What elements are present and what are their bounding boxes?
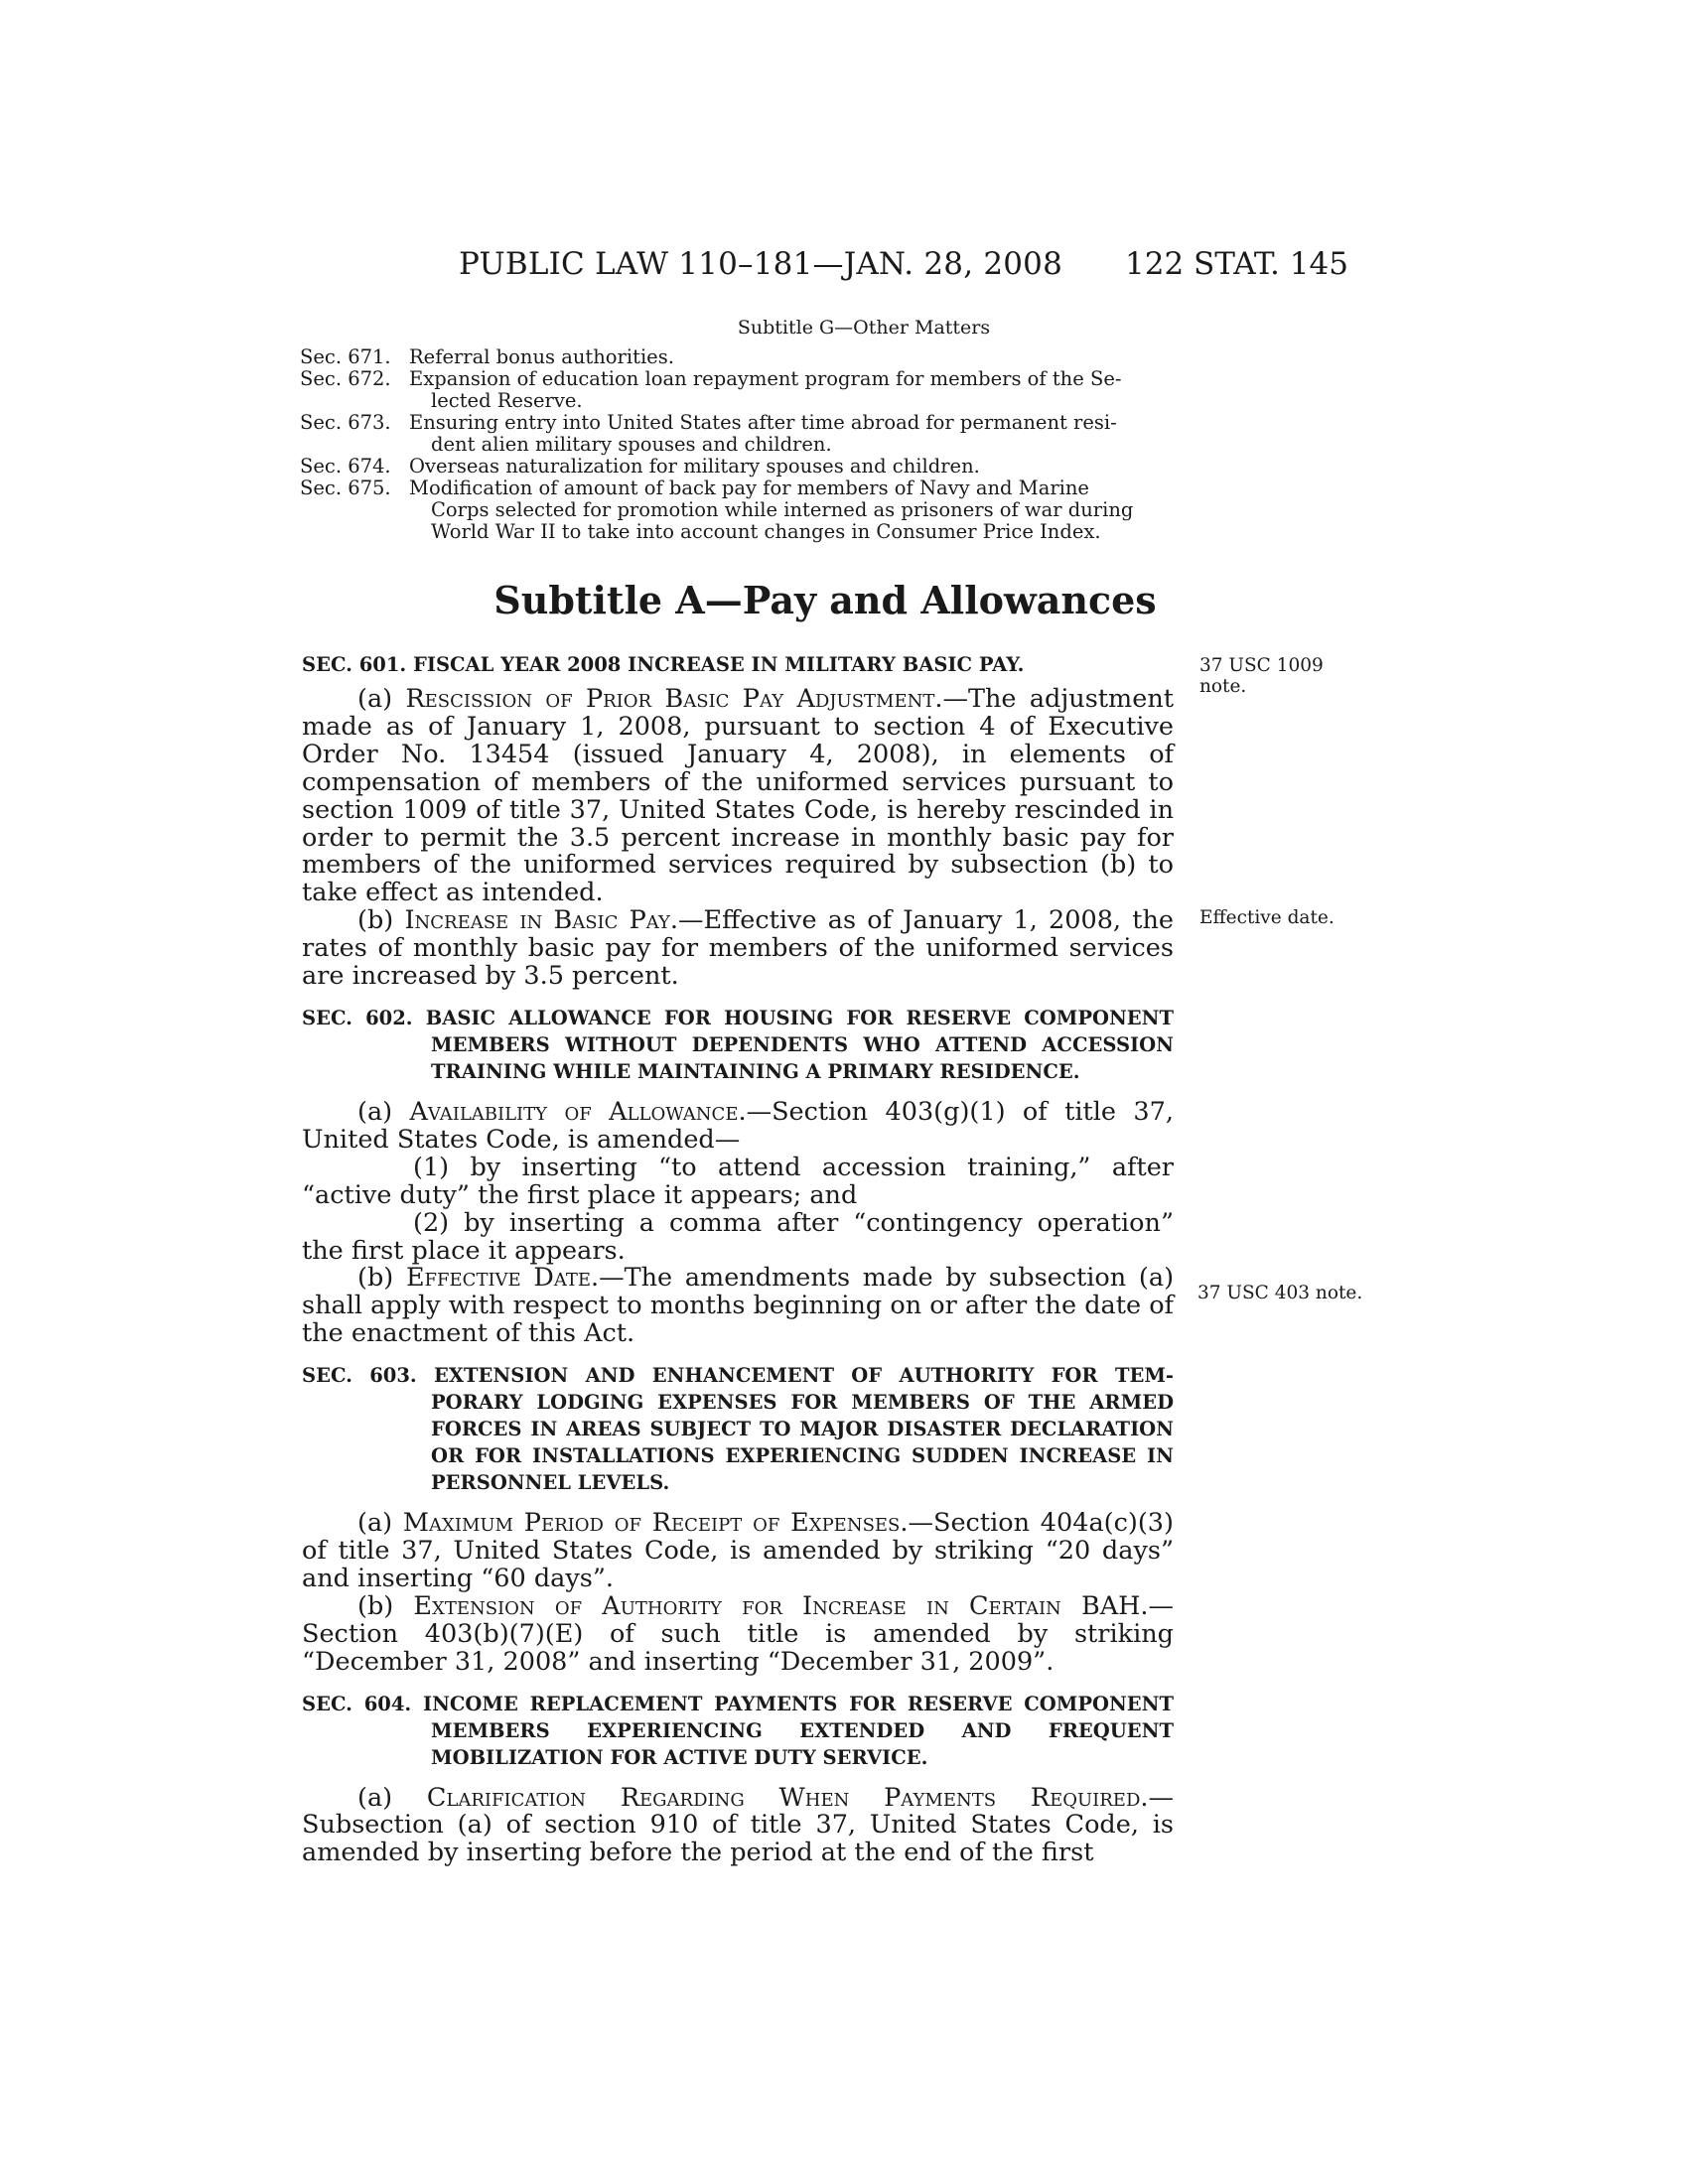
- running-head: [0, 246, 1688, 286]
- section-602-item-2: (2) by inserting a comma after “contingency operation” the first place it appears.: [302, 1207, 1174, 1266]
- toc-section-title: [409, 368, 1174, 412]
- margin-note-line: note.: [1199, 676, 1247, 697]
- toc-item: [300, 412, 1174, 456]
- toc-item: [300, 478, 1174, 543]
- section-603-paragraph-b: [302, 1590, 1174, 1677]
- section-601-heading: SEC. 601. FISCAL YEAR 2008 INCREASE IN MILITARY BASIC PAY.: [302, 653, 1025, 676]
- running-head-stat: 122 STAT. 145: [1125, 246, 1348, 282]
- paragraph-label: (a): [357, 1508, 403, 1539]
- toc-section-number: Sec. 674.: [300, 455, 391, 478]
- paragraph-label: (a): [357, 684, 406, 714]
- paragraph-text: —Effective as of January 1, 2008, the rates of monthly basic pay for members of the uniformed services are increased by 3.5 percent.: [302, 905, 1174, 992]
- toc-line: Ensuring entry into United States after time abroad for permanent resi-: [409, 411, 1117, 434]
- section-603-heading: SEC. 603. EXTENSION AND ENHANCEMENT OF AUTHORITY FOR TEMPORARY LODGING EXPENSES FOR MEMBERS OF THE ARMED FORCES IN AREAS SUBJECT TO MAJOR DISASTER DECLARATION OR FOR INSTALLATIONS EXPERIENCING SUDDEN INCREASE IN PERSONNEL LEVELS.: [302, 1364, 1174, 1495]
- toc-line: Modification of amount of back pay for members of Navy and Marine: [409, 477, 1089, 499]
- table-of-contents: [300, 346, 1174, 543]
- toc-section-title: [409, 478, 1174, 543]
- toc-section-number: Sec. 673.: [300, 411, 391, 434]
- toc-section-title: [409, 346, 1174, 368]
- margin-note-effective-date: Effective date.: [1199, 907, 1335, 928]
- toc-item: [300, 368, 1174, 412]
- paragraph-caption: Clarification Regarding When Payments Required.: [426, 1782, 1149, 1813]
- paragraph-label: (b): [357, 1590, 414, 1621]
- paragraph-text: —The amendments made by subsection (a) shall apply with respect to months beginning on or after the date of the enactment of this Act.: [302, 1263, 1175, 1349]
- toc-section-number: Sec. 672.: [300, 367, 391, 390]
- running-head-law: PUBLIC LAW 110–181—JAN. 28, 2008: [459, 246, 1063, 282]
- paragraph-text: —Section 404a(c)(3) of title 37, United States Code, is amended by striking “20 days” and inserting “60 days”.: [302, 1508, 1174, 1593]
- paragraph-label: (b): [357, 905, 405, 936]
- paragraph-caption: Extension of Authority for Increase in Certain BAH.: [413, 1590, 1149, 1621]
- document-body: [302, 651, 1174, 1867]
- paragraph-caption: Maximum Period of Receipt of Expenses.: [402, 1508, 909, 1539]
- paragraph-text: —Section 403(g)(1) of title 37, United States Code, is amended—: [302, 1096, 1174, 1155]
- section-601-paragraph-b: [302, 907, 1174, 991]
- toc-section-title: [409, 456, 1174, 478]
- paragraph-caption: Increase in Basic Pay.: [404, 905, 679, 936]
- paragraph-caption: Effective Date.: [405, 1263, 600, 1294]
- toc-section-number: Sec. 675.: [300, 477, 391, 499]
- toc-line: Overseas naturalization for military spouses and children.: [409, 455, 980, 478]
- subtitle-heading: Subtitle A—Pay and Allowances: [493, 578, 1157, 622]
- paragraph-text: —The adjustment made as of January 1, 2008, pursuant to section 4 of Executive Order No. 13454 (issued January 4, 2008), in elements of compensation of members of the uniformed services pursuant to section 1009 of title 37, United States Code, is hereby rescinded in order to permit the 3.5 percent increase in monthly basic pay for members of the uniformed services required by subsection (b) to take effect as intended.: [302, 684, 1174, 908]
- paragraph-label: (a): [357, 1096, 410, 1127]
- toc-section-number: Sec. 671.: [300, 345, 391, 368]
- section-603-paragraph-a: [302, 1510, 1174, 1593]
- section-604-paragraph-a: [302, 1782, 1174, 1868]
- paragraph-text: — Section 403(b)(7)(E) of such title is amended by striking “December 31, 2008” and inserting “December 31, 2009”.: [302, 1590, 1174, 1677]
- paragraph-label: (b): [357, 1263, 406, 1294]
- toc-item: [300, 456, 1174, 478]
- paragraph-caption: Availability of Allowance.: [409, 1096, 747, 1127]
- toc-line: Corps selected for promotion while interned as prisoners of war during: [431, 498, 1134, 521]
- toc-item: [300, 346, 1174, 368]
- section-601-paragraph-a: [302, 686, 1174, 907]
- section-602-paragraph-a: [302, 1096, 1174, 1155]
- section-602-paragraph-b: [302, 1265, 1174, 1348]
- margin-note-37-usc-403: 37 USC 403 note.: [1197, 1283, 1363, 1303]
- paragraph-label: (a): [357, 1782, 427, 1813]
- section-602-heading: SEC. 602. BASIC ALLOWANCE FOR HOUSING FOR RESERVE COMPONENT MEMBERS WITHOUT DEPENDENTS WHO ATTEND ACCESSION TRAINING WHILE MAINTAINING A PRIMARY RESIDENCE.: [302, 1006, 1174, 1083]
- toc-heading: Subtitle G—Other Matters: [737, 317, 991, 339]
- toc-line: Expansion of education loan repayment program for members of the Se-: [409, 367, 1122, 390]
- section-602-item-1: (1) by inserting “to attend accession training,” after “active duty” the first place it appears; and: [302, 1152, 1174, 1210]
- margin-note-line: 37 USC 1009: [1199, 655, 1324, 676]
- toc-line: Referral bonus authorities.: [409, 345, 674, 368]
- margin-note-37-usc-1009: [1199, 655, 1324, 697]
- toc-line: World War II to take into account changes in Consumer Price Index.: [431, 520, 1101, 543]
- section-604-heading: SEC. 604. INCOME REPLACEMENT PAYMENTS FOR RESERVE COMPONENT MEMBERS EXPERIENCING EXTENDED AND FREQUENT MOBILIZATION FOR ACTIVE DUTY SERVICE.: [302, 1692, 1174, 1769]
- paragraph-caption: Rescission of Prior Basic Pay Adjustment.: [405, 684, 943, 714]
- paragraph-text: — Subsection (a) of section 910 of title 37, United States Code, is amended by inserting before the period at the end of the first: [302, 1782, 1174, 1868]
- toc-section-title: [409, 412, 1174, 456]
- toc-line: dent alien military spouses and children.: [431, 433, 832, 456]
- toc-line: lected Reserve.: [431, 389, 583, 412]
